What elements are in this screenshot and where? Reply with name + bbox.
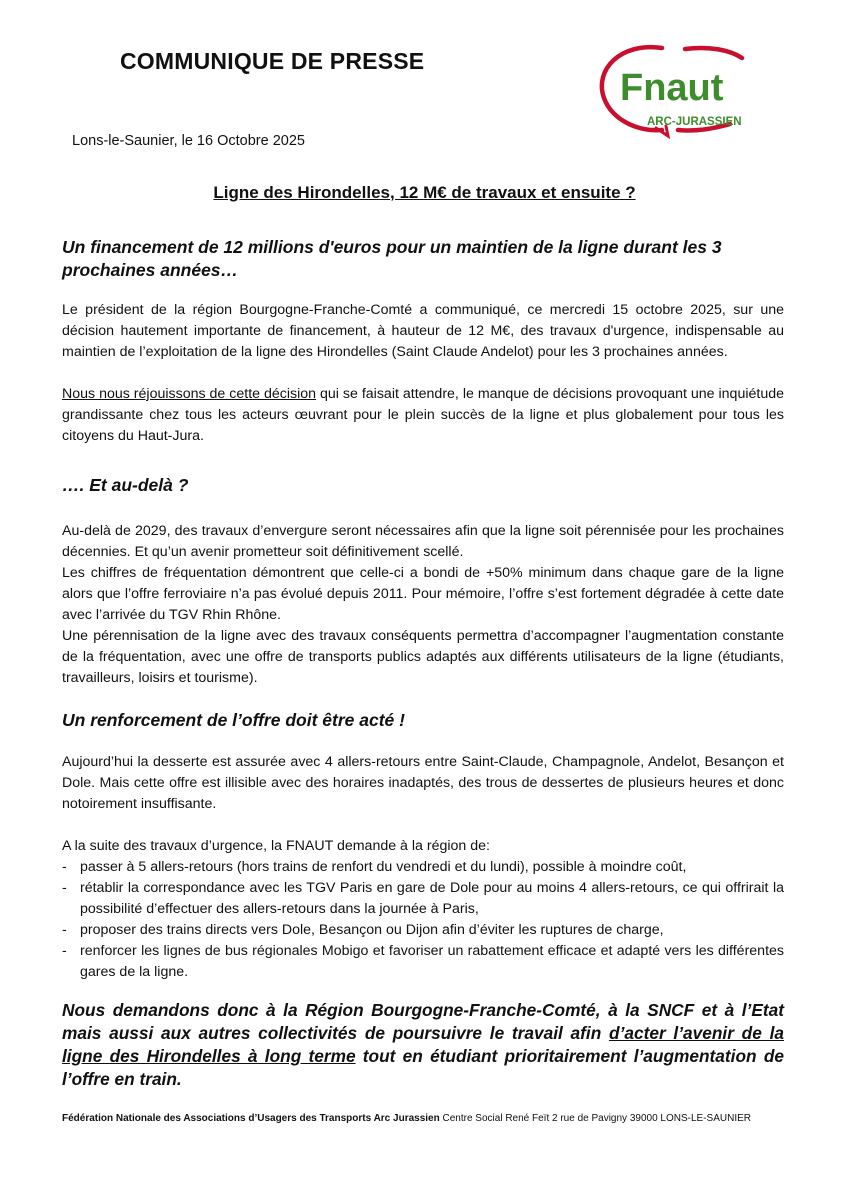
section-heading-financing: Un financement de 12 millions d'euros pour un maintien de la ligne durant les 3 prochaines années… [62,237,722,280]
body-content [62,236,784,1091]
list-item: - rétablir la correspondance avec les TGV Paris en gare de Dole pour au moins 4 allers-retours, ce qui offrirait la possibilité d’effectuer des allers-retours dans la journée à Paris, [62,878,784,920]
paragraph-ridership: Les chiffres de fréquentation démontrent que celle-ci a bondi de +50% minimum dans chaque gare de la ligne alors que l’offre ferroviaire n’a pas évolué depuis 2011. Pour mémoire, l’offre s’est fortement dégradée à cette date avec l’arrivée du TGV Rhin Rhône. [62,565,784,623]
welcome-rest: qui se faisait attendre, le manque de décisions provoquant une inquiétude grandissante chez tous les acteurs œuvrant pour le plein succès de la ligne et plus globalement pour tous les citoyens du Haut-Jura. [62,386,784,444]
demands-intro: A la suite des travaux d’urgence, la FNAUT demande à la région de: [62,838,490,854]
section-heading-beyond: …. Et au-delà ? [62,475,189,495]
closing-part2: tout en étudiant prioritairement l’augmentation de l’offre en train. [62,1046,784,1089]
footer-organization: Fédération Nationale des Associations d’Usagers des Transports Arc Jurassien [62,1113,440,1124]
section-heading-reinforcement: Un renforcement de l’offre doit être acté ! [62,710,405,730]
fnaut-logo-graphic [590,40,760,140]
list-item: - proposer des trains directs vers Dole, Besançon ou Dijon afin d’éviter les ruptures de charge, [62,920,784,941]
closing-part1: Nous demandons donc à la Région Bourgogne-Franche-Comté, à la SNCF et à l’Etat mais aussi aux autres collectivités de poursuivre le travail afin [62,1000,784,1043]
paragraph-perennisation: Une pérennisation de la ligne avec des travaux conséquents permettra d’accompagner l’augmentation constante de la fréquentation, avec une offre de transports publics adaptés aux différents utilisateurs de la ligne (étudiants, travailleurs, loisirs et tourisme). [62,628,784,686]
paragraph-welcome-decision [62,384,784,447]
footer-address: Centre Social René Feït 2 rue de Pavigny 39000 LONS-LE-SAUNIER [439,1113,751,1124]
svg-text:Fnaut: Fnaut [620,67,724,109]
dateline: Lons-le-Saunier, le 16 Octobre 2025 [72,133,305,149]
headline: Ligne des Hirondelles, 12 M€ de travaux et ensuite ? [213,183,636,202]
underlined-welcome: Nous nous réjouissons de cette décision [62,386,317,402]
demands-list [62,857,784,983]
paragraph-current-service: Aujourd’hui la desserte est assurée avec 4 allers-retours entre Saint-Claude, Champagnole, Andelot, Besançon et Dole. Mais cette offre est illisible avec des horaires inadaptés, des trous de dessertes de plusieurs heures et donc notoirement insuffisante. [62,754,784,812]
svg-text:ARC-JURASSIEN: ARC-JURASSIEN [647,116,742,128]
paragraph-financing: Le président de la région Bourgogne-Franche-Comté a communiqué, ce mercredi 15 octobre 2025, sur une décision hautement importante de financement, à hauteur de 12 M€, des travaux d'urgence, indispensable au maintien de l’exploitation de la ligne des Hirondelles (Saint Claude Andelot) pour les 3 prochaines années. [62,302,784,360]
paragraph-beyond-2029: Au-delà de 2029, des travaux d’envergure seront nécessaires afin que la ligne soit pérennisée pour les prochaines décennies. Et qu’un avenir prometteur soit définitivement scellé. [62,523,784,560]
fnaut-logo [590,40,760,140]
closing-statement [62,999,784,1091]
footer [62,1113,751,1124]
list-item: - renforcer les lignes de bus régionales Mobigo et favoriser un rabattement efficace et adapté vers les différentes gares de la ligne. [62,941,784,983]
list-item: - passer à 5 allers-retours (hors trains de renfort du vendredi et du lundi), possible à moindre coût, [62,857,784,878]
closing-underlined: d’acter l’avenir de la ligne des Hirondelles à long terme [62,1023,784,1066]
document-title: COMMUNIQUE DE PRESSE [120,48,425,74]
